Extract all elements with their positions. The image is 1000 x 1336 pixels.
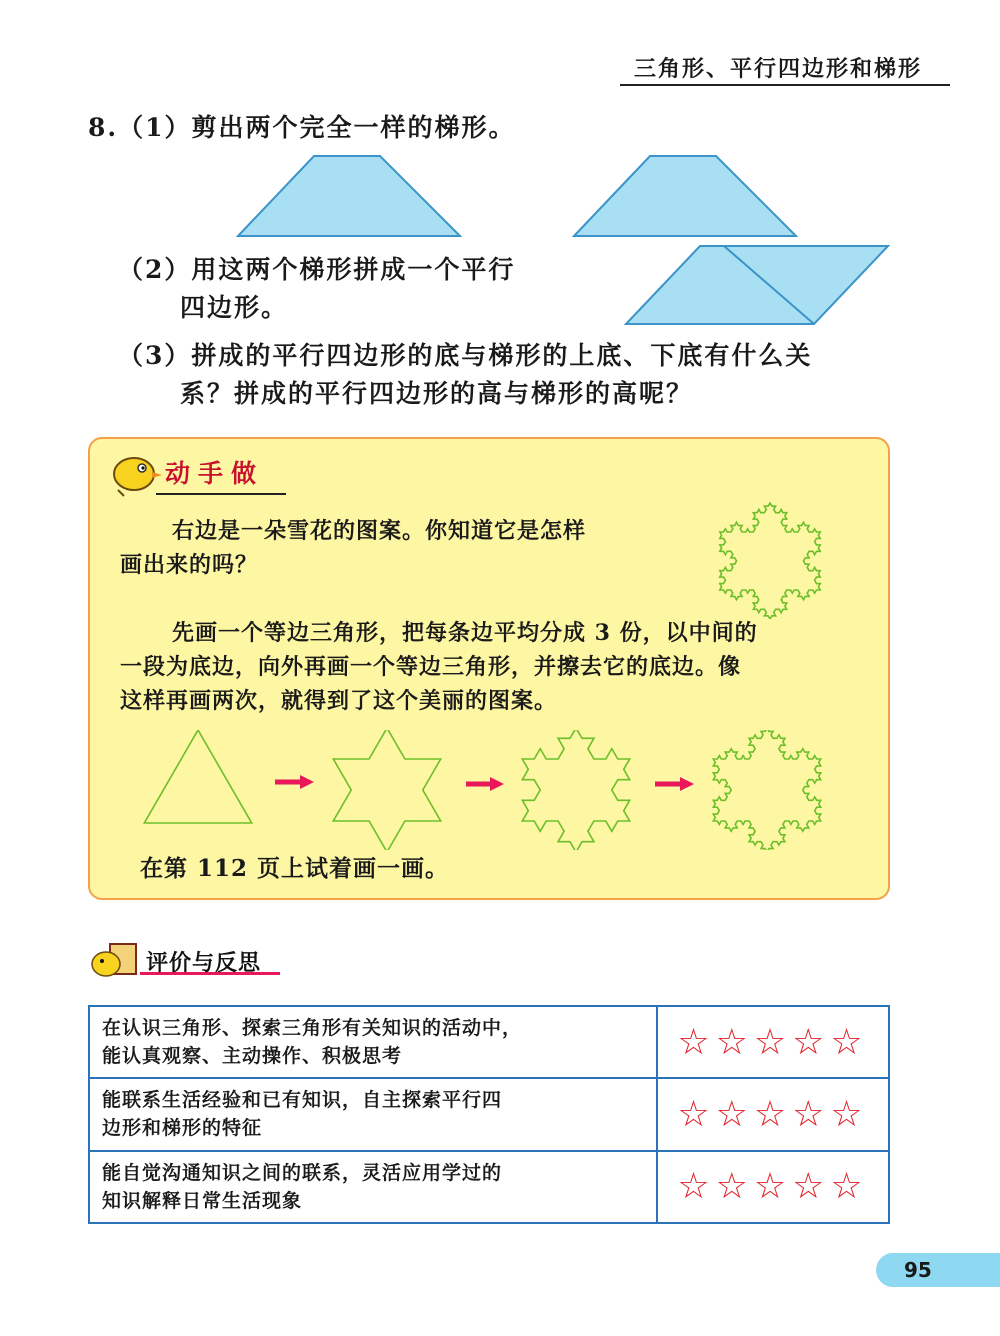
criterion-line: 能自觉沟通知识之间的联系，灵活应用学过的 — [102, 1161, 503, 1184]
chapter-title: 三角形、平行四边形和梯形 — [620, 52, 950, 86]
page-number: 95 — [876, 1253, 1000, 1287]
snowflake-pattern-preview — [708, 495, 832, 619]
evaluation-table — [88, 1005, 890, 1224]
activity-para1-line2: 画出来的吗？ — [120, 552, 259, 578]
criterion-cell — [89, 1151, 657, 1223]
activity-para2-line3: 这样再画两次，就得到了这个美丽的图案。 — [120, 688, 558, 714]
trapezoid-right — [574, 156, 796, 236]
star-rating[interactable]: ☆☆☆☆☆ — [657, 1006, 889, 1078]
trapezoid-figures — [230, 150, 900, 330]
snowflake-steps — [140, 730, 850, 850]
snowflake-outline — [720, 503, 820, 619]
star-rating[interactable]: ☆☆☆☆☆ — [657, 1078, 889, 1150]
criterion-line: 能联系生活经验和已有知识，自主探索平行四 — [102, 1089, 503, 1112]
activity-prompt: 在第 112 页上试着画一画。 — [140, 855, 450, 882]
triangle-outline — [144, 730, 251, 823]
criterion-cell — [89, 1078, 657, 1150]
activity-para2-line2: 一段为底边，向外再画一个等边三角形，并擦去它的底边。像 — [120, 654, 742, 680]
criterion-line: 边形和梯形的特征 — [102, 1117, 263, 1140]
table-row — [89, 1151, 889, 1223]
activity-para2-line1: 先画一个等边三角形，把每条边平均分成 3 份，以中间的 — [172, 620, 758, 646]
chick-mascot-icon — [114, 458, 162, 496]
criterion-line: 知识解释日常生活现象 — [102, 1189, 303, 1212]
arrow-3-icon — [655, 777, 694, 791]
activity-para1-line1: 右边是一朵雪花的图案。你知道它是怎样 — [172, 518, 587, 544]
arrow-2-icon — [466, 777, 504, 791]
criterion-line: 能认真观察、主动操作、积极思考 — [102, 1045, 403, 1068]
snowflake-step-4 — [713, 730, 820, 850]
star-outline — [333, 730, 440, 850]
table-row — [89, 1078, 889, 1150]
exercise-part3-line2: 系？拼成的平行四边形的高与梯形的高呢？ — [180, 379, 694, 408]
chick-book-icon — [92, 944, 136, 976]
snowflake-outline — [522, 730, 629, 850]
exercise-part3-line1: （3）拼成的平行四边形的底与梯形的上底、下底有什么关 — [118, 341, 813, 370]
criterion-line: 在认识三角形、探索三角形有关知识的活动中， — [102, 1017, 523, 1040]
table-row — [89, 1006, 889, 1078]
snowflake-step-2-star — [333, 730, 440, 850]
arrow-1-icon — [275, 775, 314, 789]
evaluation-title: 评价与反思 — [146, 951, 262, 976]
snowflake-step-3 — [522, 730, 629, 850]
parallelogram-combined — [626, 246, 888, 324]
snowflake-step-1-triangle — [144, 730, 251, 823]
criterion-cell — [89, 1006, 657, 1078]
star-rating[interactable]: ☆☆☆☆☆ — [657, 1151, 889, 1223]
exercise-part2-line1: （2）用这两个梯形拼成一个平行 — [118, 255, 516, 284]
activity-title: 动手做 — [165, 459, 265, 488]
exercise-part1: 8.（1）剪出两个完全一样的梯形。 — [88, 113, 516, 142]
snowflake-outline — [713, 730, 820, 850]
exercise-part2-line2: 四边形。 — [180, 293, 289, 322]
trapezoid-left — [238, 156, 460, 236]
